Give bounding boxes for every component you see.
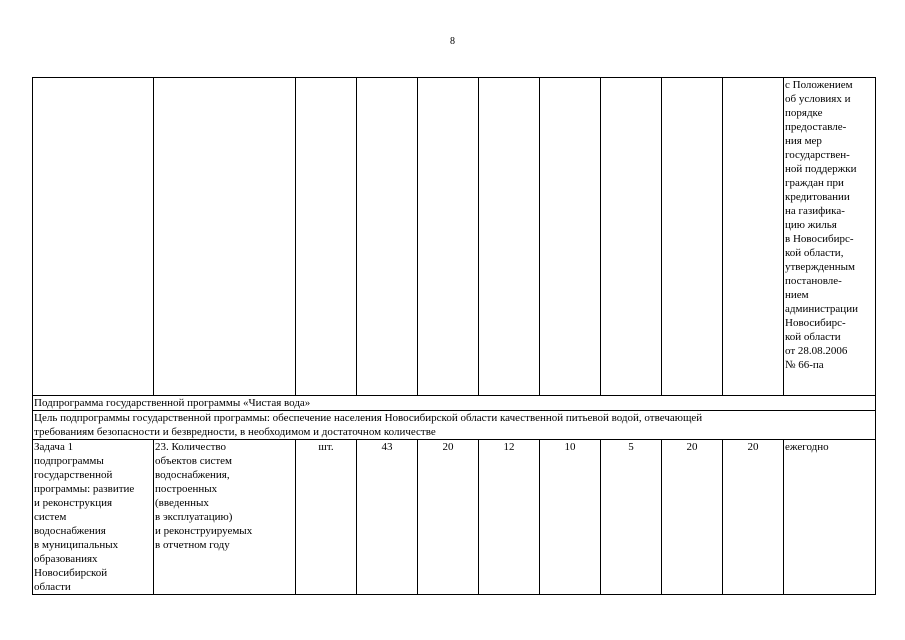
cell-empty <box>33 78 154 396</box>
cell-empty <box>662 78 723 396</box>
value-cell: 20 <box>418 440 479 595</box>
page-number: 8 <box>450 36 455 47</box>
subprogram-title: Подпрограмма государственной программы «Чистая вода» <box>33 396 876 411</box>
indicators-table <box>32 77 876 595</box>
value-cell: 12 <box>479 440 540 595</box>
cell-empty <box>601 78 662 396</box>
cell-empty <box>357 78 418 396</box>
cell-empty <box>418 78 479 396</box>
value-cell: 20 <box>723 440 784 595</box>
value-cell: 43 <box>357 440 418 595</box>
cell-empty <box>154 78 296 396</box>
table-row-task <box>33 440 876 595</box>
task-cell: Задача 1 подпрограммы государственной программы: развитие и реконструкция систем водоснабжения в муниципальных образованиях Новосибирской области <box>33 440 154 595</box>
value-cell: 5 <box>601 440 662 595</box>
cell-empty <box>296 78 357 396</box>
table-row-subprogram-title <box>33 396 876 411</box>
unit-cell: шт. <box>296 440 357 595</box>
note-cell: ежегодно <box>784 440 876 595</box>
cell-empty <box>723 78 784 396</box>
indicator-cell: 23. Количество объектов систем водоснабжения, построенных (введенных в эксплуатацию) и реконструируемых в отчетном году <box>154 440 296 595</box>
value-cell: 20 <box>662 440 723 595</box>
value-cell: 10 <box>540 440 601 595</box>
table-row-subprogram-goal <box>33 411 876 440</box>
cell-empty <box>540 78 601 396</box>
table-row-continuation <box>33 78 876 396</box>
note-cell: с Положением об условиях и порядке предоставле- ния мер государствен- ной поддержки граждан при кредитовании на газифика- цию жилья в Новосибирс- кой области, утвержденным постановле- нием администрации Новосибирс- кой области от 28.08.2006 № 66-па <box>784 78 876 396</box>
cell-empty <box>479 78 540 396</box>
subprogram-goal: Цель подпрограммы государственной программы: обеспечение населения Новосибирской области качественной питьевой водой, отвечающей требованиям безопасности и безвредности, в необходимом и достаточном количестве <box>33 411 876 440</box>
